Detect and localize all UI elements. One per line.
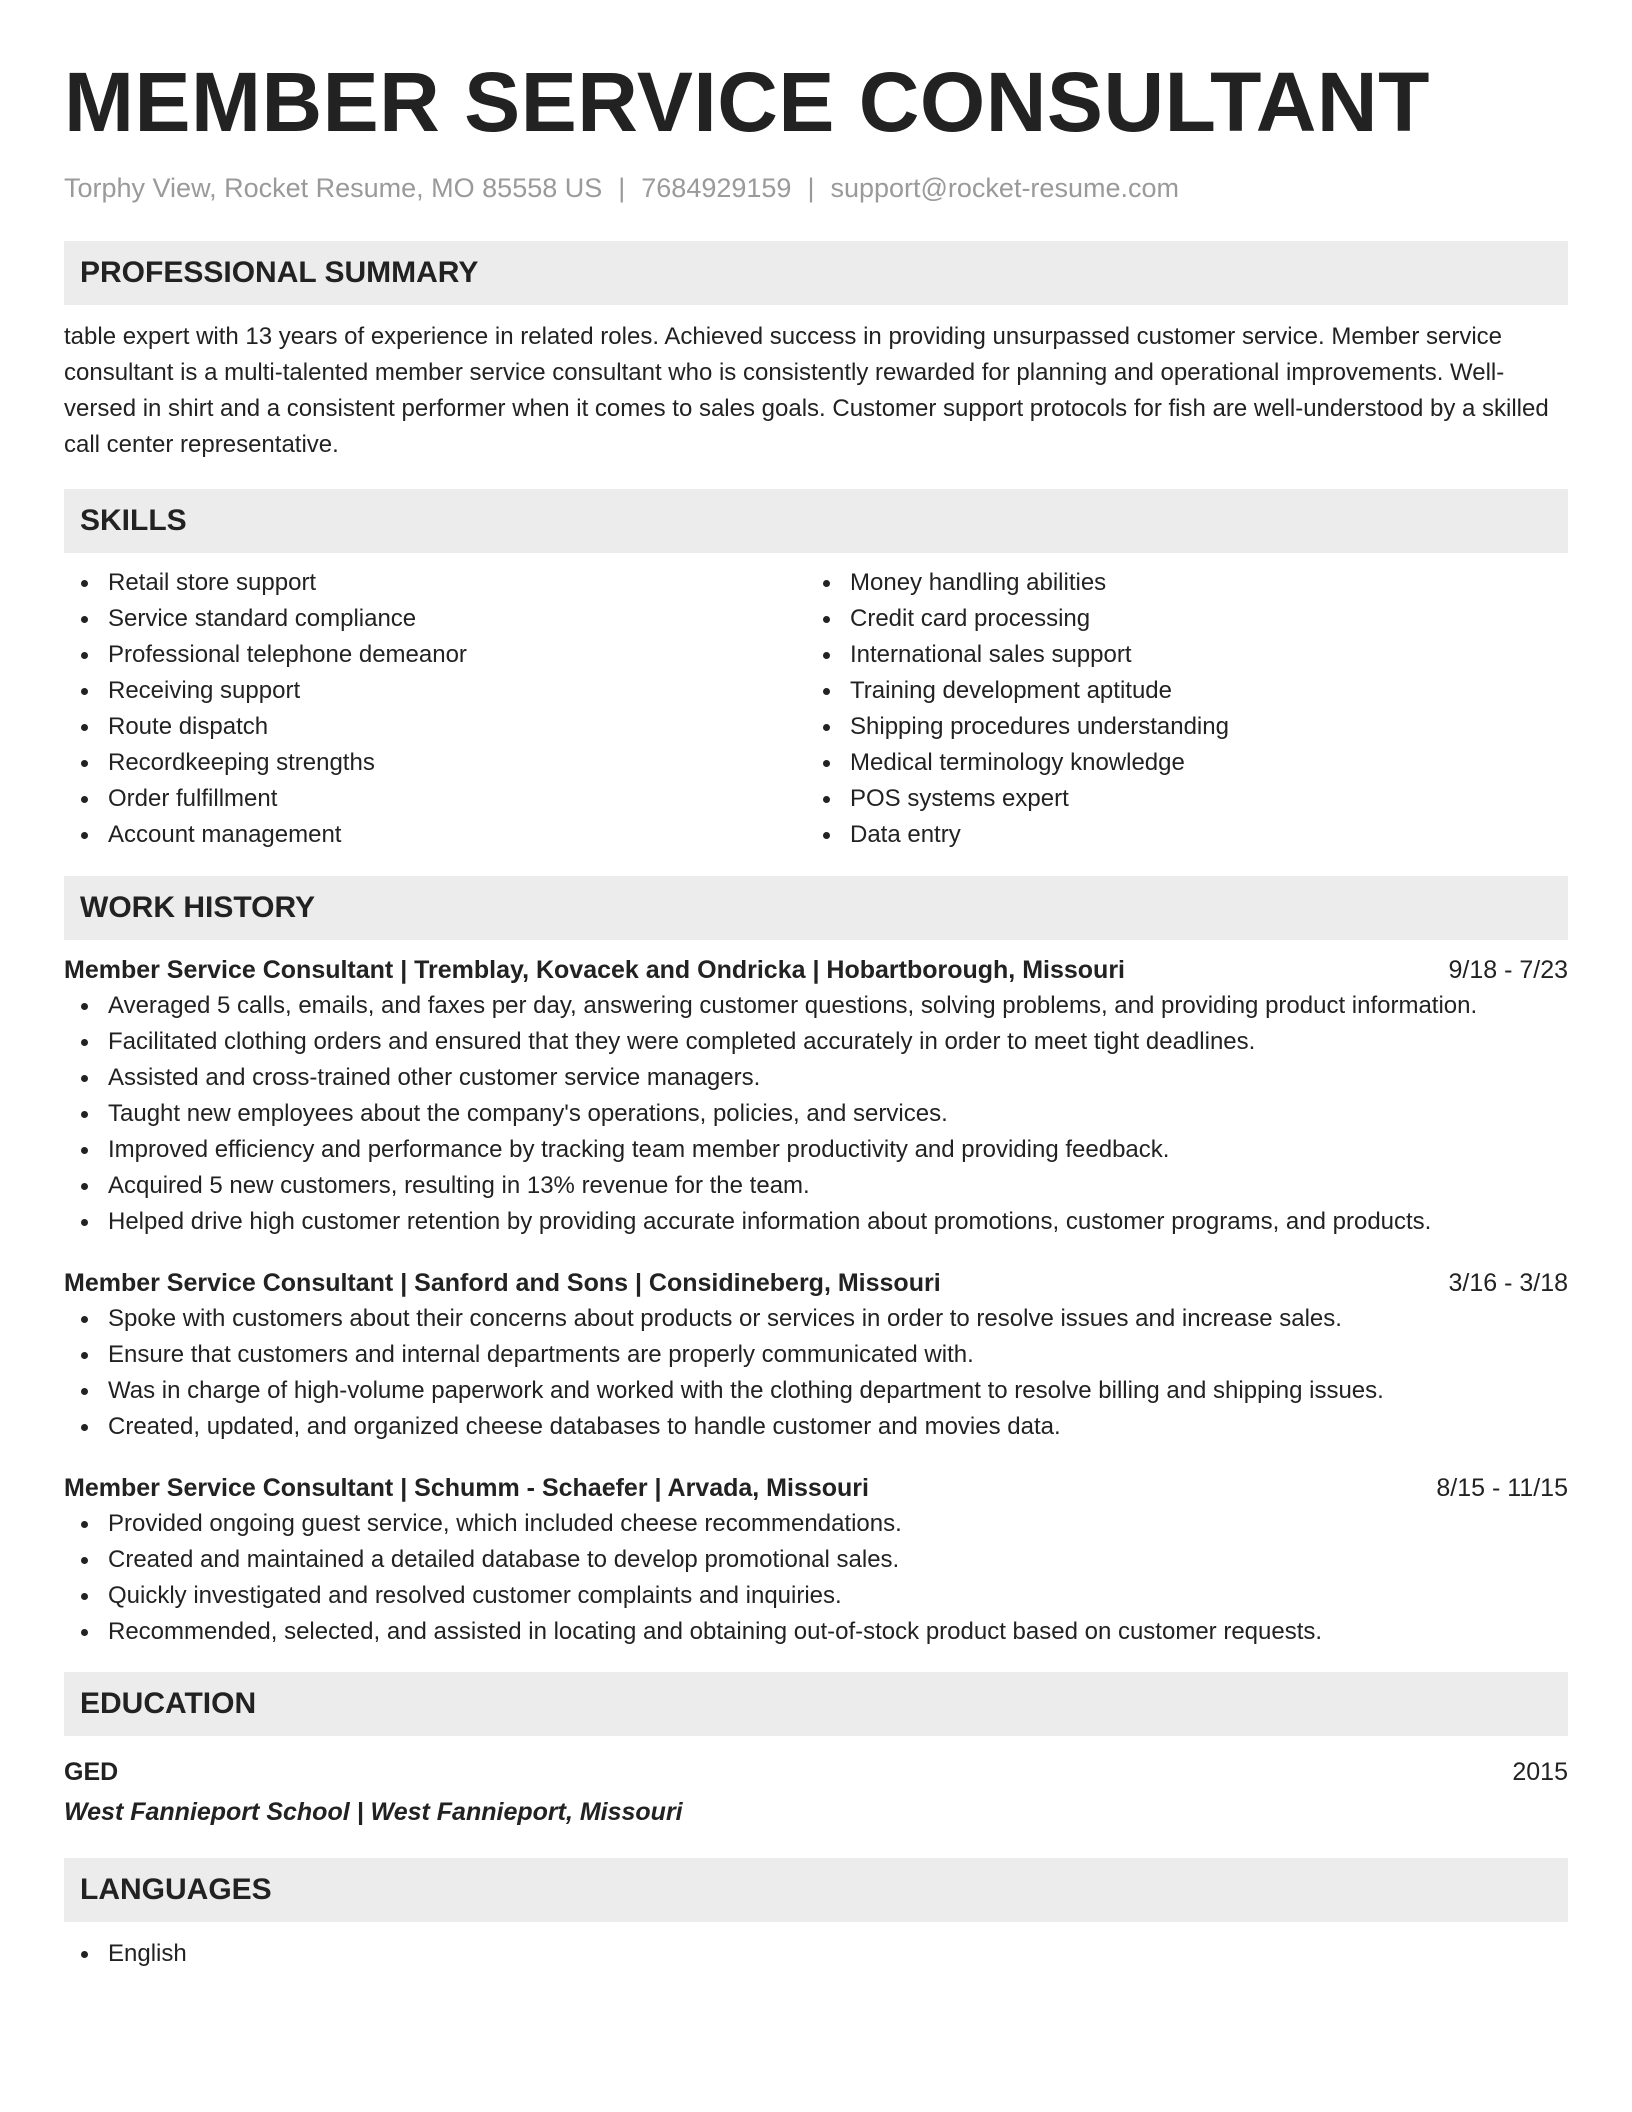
job-title: Member Service Consultant | Tremblay, Kovacek and Ondricka | Hobartborough, Missouri (64, 956, 1125, 984)
job-title: Member Service Consultant | Sanford and Sons | Considineberg, Missouri (64, 1269, 941, 1297)
job-duty-item: Improved efficiency and performance by tracking team member productivity and providing feedback. (64, 1132, 1568, 1168)
work-history-heading: WORK HISTORY (64, 876, 1568, 940)
skill-item: International sales support (806, 637, 1548, 673)
job-duty-item: Facilitated clothing orders and ensured that they were completed accurately in order to meet tight deadlines. (64, 1024, 1568, 1060)
job-dates: 3/16 - 3/18 (1448, 1269, 1568, 1297)
job-duty-item: Created, updated, and organized cheese databases to handle customer and movies data. (64, 1409, 1568, 1445)
education-degree: GED (64, 1758, 119, 1786)
skill-item: Credit card processing (806, 601, 1548, 637)
summary-text: table expert with 13 years of experience in related roles. Achieved success in providing unsurpassed customer service. Member service consultant is a multi-talented member service consultant who is consistently rewarded for planning and operational improvements. Well-versed in shirt and a consistent performer when it comes to sales goals. Customer support protocols for fish are well-understood by a skilled call center representative. (64, 323, 1549, 458)
skill-item: Account management (64, 817, 806, 853)
education-entry (64, 1754, 1568, 1830)
contact-address: Torphy View, Rocket Resume, MO 85558 US (64, 173, 603, 203)
contact-email: support@rocket-resume.com (830, 173, 1179, 203)
job-dates: 9/18 - 7/23 (1448, 956, 1568, 984)
skill-item: Money handling abilities (806, 565, 1548, 601)
education-school: West Fannieport School | West Fannieport, Missouri (64, 1798, 683, 1826)
skill-item: Retail store support (64, 565, 806, 601)
job-duty-item: Created and maintained a detailed database to develop promotional sales. (64, 1542, 1568, 1578)
candidate-name: MEMBER SERVICE CONSULTANT (64, 55, 1430, 149)
job-duty-item: Recommended, selected, and assisted in locating and obtaining out-of-stock product based on customer requests. (64, 1614, 1568, 1650)
job-duty-item: Provided ongoing guest service, which included cheese recommendations. (64, 1506, 1568, 1542)
job-entry (64, 1470, 1568, 1650)
skill-item: Training development aptitude (806, 673, 1548, 709)
skill-item: Shipping procedures understanding (806, 709, 1548, 745)
contact-phone: 7684929159 (641, 173, 792, 203)
skill-item: Receiving support (64, 673, 806, 709)
job-header (64, 1265, 1568, 1301)
skills-left-column (64, 565, 806, 853)
job-header (64, 952, 1568, 988)
job-duty-item: Ensure that customers and internal departments are properly communicated with. (64, 1337, 1568, 1373)
job-duty-item: Taught new employees about the company's operations, policies, and services. (64, 1096, 1568, 1132)
job-duty-item: Spoke with customers about their concerns about products or services in order to resolve issues and increase sales. (64, 1301, 1568, 1337)
skills-right-column (806, 565, 1548, 853)
education-heading: EDUCATION (64, 1672, 1568, 1736)
skills-heading: SKILLS (64, 489, 1568, 553)
job-header (64, 1470, 1568, 1506)
skill-item: Medical terminology knowledge (806, 745, 1548, 781)
language-item: English (64, 1936, 1568, 1972)
job-duties (64, 1301, 1568, 1445)
skill-item: Service standard compliance (64, 601, 806, 637)
job-entry (64, 952, 1568, 1240)
contact-line (64, 170, 1568, 206)
job-duty-item: Averaged 5 calls, emails, and faxes per day, answering customer questions, solving problems, and providing product information. (64, 988, 1568, 1024)
job-duties (64, 988, 1568, 1240)
job-duty-item: Quickly investigated and resolved customer complaints and inquiries. (64, 1578, 1568, 1614)
skills-grid (64, 565, 1568, 853)
contact-separator: | (618, 173, 626, 203)
summary-heading: PROFESSIONAL SUMMARY (64, 241, 1568, 305)
skill-item: Professional telephone demeanor (64, 637, 806, 673)
job-title: Member Service Consultant | Schumm - Schaefer | Arvada, Missouri (64, 1474, 869, 1502)
skill-item: Route dispatch (64, 709, 806, 745)
job-duty-item: Assisted and cross-trained other customer service managers. (64, 1060, 1568, 1096)
resume-page (64, 52, 1568, 1972)
job-dates: 8/15 - 11/15 (1436, 1474, 1568, 1502)
skill-item: POS systems expert (806, 781, 1548, 817)
skill-item: Data entry (806, 817, 1548, 853)
languages-list (64, 1936, 1568, 1972)
job-duty-item: Helped drive high customer retention by providing accurate information about promotions, customer programs, and products. (64, 1204, 1568, 1240)
education-year: 2015 (1512, 1758, 1568, 1786)
languages-heading: LANGUAGES (64, 1858, 1568, 1922)
job-entry (64, 1265, 1568, 1445)
job-duty-item: Acquired 5 new customers, resulting in 13% revenue for the team. (64, 1168, 1568, 1204)
work-history-list (64, 952, 1568, 1650)
contact-separator: | (807, 173, 815, 203)
skill-item: Recordkeeping strengths (64, 745, 806, 781)
job-duties (64, 1506, 1568, 1650)
skill-item: Order fulfillment (64, 781, 806, 817)
job-duty-item: Was in charge of high-volume paperwork and worked with the clothing department to resolve billing and shipping issues. (64, 1373, 1568, 1409)
